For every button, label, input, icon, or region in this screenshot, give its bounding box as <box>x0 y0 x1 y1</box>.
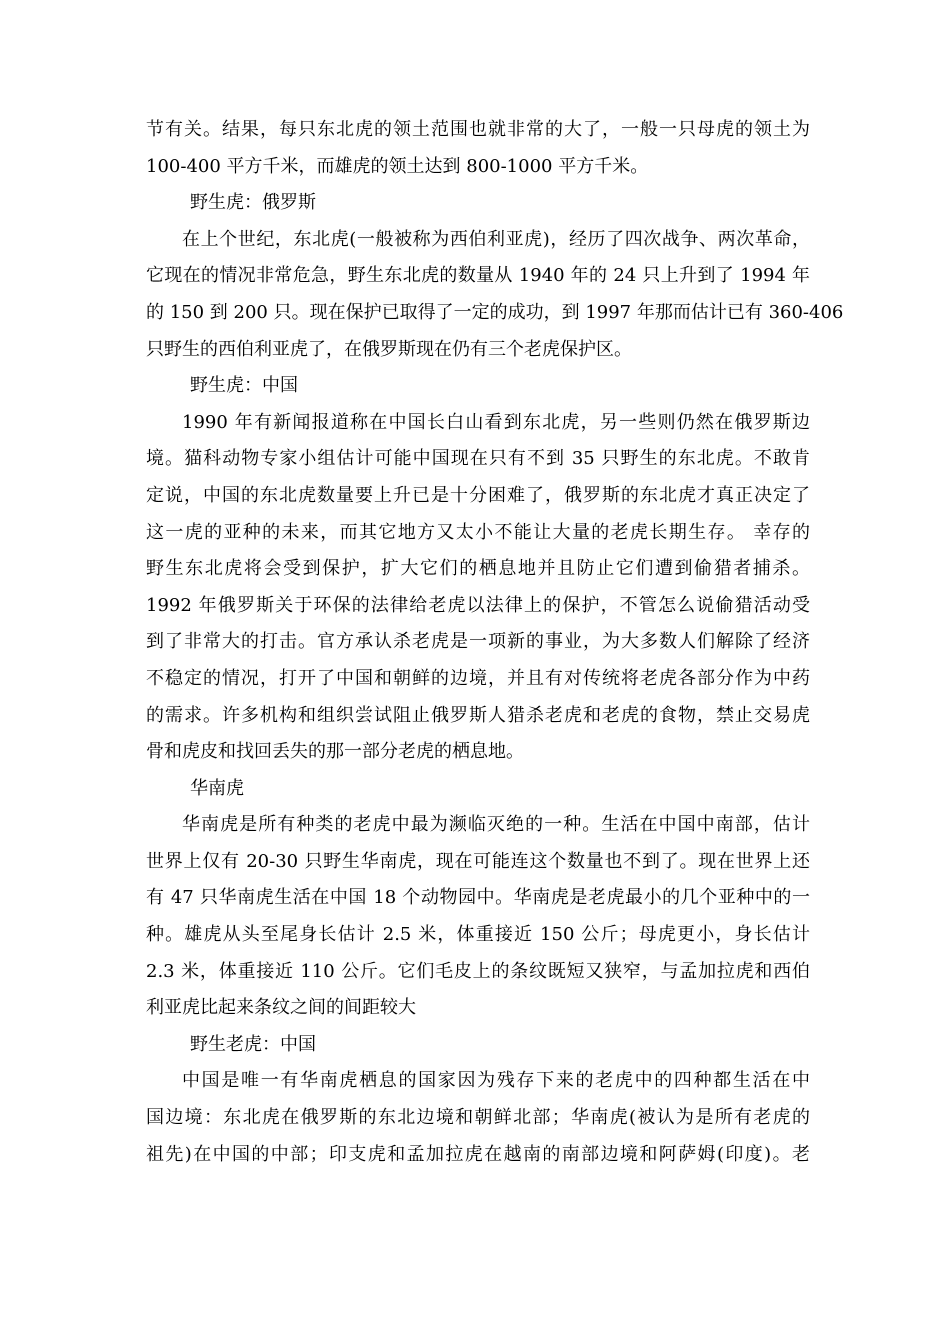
text-line: 不稳定的情况，打开了中国和朝鲜的边境，并且有对传统将老虎各部分作为中药 <box>146 667 810 689</box>
paragraph <box>146 807 810 1027</box>
text-line: 世界上仅有 20-30 只野生华南虎，现在可能连这个数量也不到了。现在世界上还 <box>146 850 810 872</box>
section-heading: 野生虎：俄罗斯 <box>190 192 316 214</box>
text-line: 中国是唯一有华南虎栖息的国家因为残存下来的老虎中的四种都生活在中 <box>182 1070 810 1092</box>
text-line: 国边境：东北虎在俄罗斯的东北边境和朝鲜北部；华南虎(被认为是所有老虎的 <box>146 1107 810 1129</box>
text-line: 骨和虎皮和找回丢失的那一部分老虎的栖息地。 <box>146 741 524 763</box>
text-line: 的 150 到 200 只。现在保护已取得了一定的成功，到 1997 年那而估计已有 360-406 <box>146 301 844 323</box>
text-line: 华南虎是所有种类的老虎中最为濒临灭绝的一种。生活在中国中南部，估计 <box>182 814 810 836</box>
section-heading: 野生老虎：中国 <box>190 1033 316 1055</box>
text-line: 它现在的情况非常危急，野生东北虎的数量从 1940 年的 24 只上升到了 1994 年 <box>146 265 810 287</box>
paragraph <box>146 405 810 771</box>
text-line: 野生东北虎将会受到保护，扩大它们的栖息地并且防止它们遭到偷猎者捕杀。 <box>146 558 810 580</box>
text-line: 有 47 只华南虎生活在中国 18 个动物园中。华南虎是老虎最小的几个亚种中的一 <box>146 887 810 909</box>
paragraph <box>146 1063 810 1173</box>
text-line: 利亚虎比起来条纹之间的间距较大 <box>146 997 416 1019</box>
text-line: 这一虎的亚种的未来，而其它地方又太小不能让大量的老虎长期生存。 幸存的 <box>146 521 810 543</box>
document-body <box>146 112 844 1173</box>
paragraph <box>146 222 844 368</box>
section-heading: 华南虎 <box>190 777 244 799</box>
text-line: 100-400 平方千米，而雄虎的领土达到 800-1000 平方千米。 <box>146 155 649 177</box>
text-line: 1992 年俄罗斯关于环保的法律给老虎以法律上的保护，不管怎么说偷猎活动受 <box>146 594 810 616</box>
text-line: 种。雄虎从头至尾身长估计 2.5 米，体重接近 150 公斤；母虎更小，身长估计 <box>146 924 810 946</box>
text-line: 定说，中国的东北虎数量要上升已是十分困难了，俄罗斯的东北虎才真正决定了 <box>146 484 810 506</box>
text-line: 的需求。许多机构和组织尝试阻止俄罗斯人猎杀老虎和老虎的食物，禁止交易虎 <box>146 704 810 726</box>
paragraph <box>146 112 810 185</box>
text-line: 境。猫科动物专家小组估计可能中国现在只有不到 35 只野生的东北虎。不敢肯 <box>146 448 810 470</box>
text-line: 只野生的西伯利亚虎了，在俄罗斯现在仍有三个老虎保护区。 <box>146 338 632 360</box>
text-line: 节有关。结果，每只东北虎的领土范围也就非常的大了，一般一只母虎的领土为 <box>146 119 810 140</box>
text-line: 到了非常大的打击。官方承认杀老虎是一项新的事业，为大多数人们解除了经济 <box>146 631 810 653</box>
text-line: 祖先)在中国的中部；印支虎和孟加拉虎在越南的南部边境和阿萨姆(印度)。老 <box>146 1143 810 1165</box>
text-line: 在上个世纪，东北虎(一般被称为西伯利亚虎)，经历了四次战争、两次革命， <box>182 228 810 250</box>
text-line: 2.3 米，体重接近 110 公斤。它们毛皮上的条纹既短又狭窄，与孟加拉虎和西伯 <box>146 960 810 982</box>
text-line: 1990 年有新闻报道称在中国长白山看到东北虎，另一些则仍然在俄罗斯边 <box>182 411 810 433</box>
section-heading: 野生虎：中国 <box>190 375 298 397</box>
